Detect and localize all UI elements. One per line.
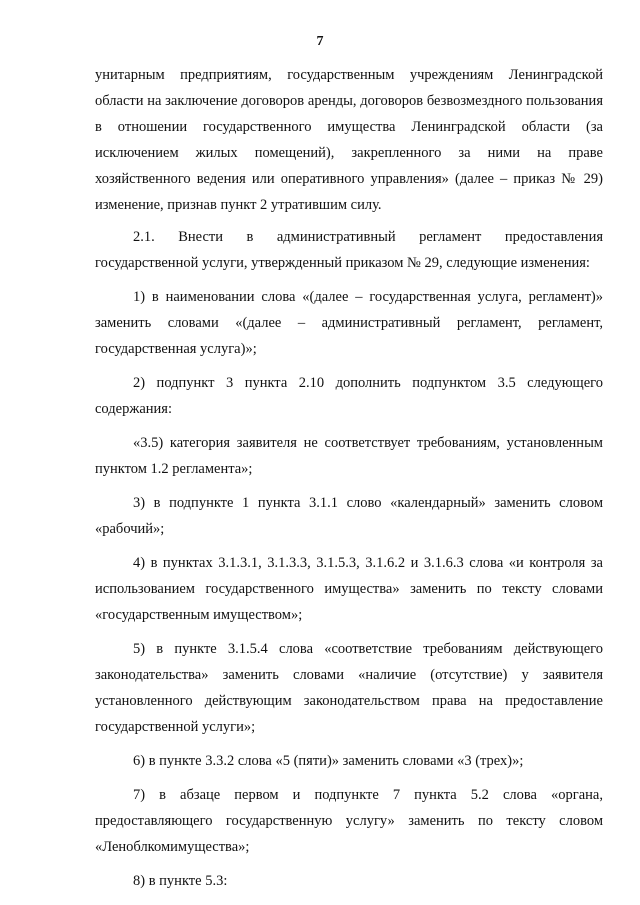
paragraph-item-7: 7) в абзаце первом и подпункте 7 пункта 5.2 слова «органа, предоставляющего государственную услугу» заменить по тексту словом «Леноблкомимущества»;: [95, 787, 603, 855]
page-number: 7: [316, 34, 324, 49]
paragraph-item-2: 2) подпункт 3 пункта 2.10 дополнить подпунктом 3.5 следующего содержания:: [95, 375, 603, 417]
paragraph-item-1: 1) в наименовании слова «(далее – государственная услуга, регламент)» заменить словами «(далее – административный регламент, регламент, государственная услуга)»;: [95, 289, 603, 357]
document-body: [95, 62, 603, 902]
paragraph-item-6: 6) в пункте 3.3.2 слова «5 (пяти)» заменить словами «3 (трех)»;: [133, 753, 524, 769]
paragraph-item-3-5: «3.5) категория заявителя не соответствует требованиям, установленным пунктом 1.2 регламента»;: [95, 435, 603, 477]
paragraph-item-5: 5) в пункте 3.1.5.4 слова «соответствие требованиям действующего законодательства» заменить словами «наличие (отсутствие) у заявителя установленного действующим законодательством права на предоставление государственной услуги»;: [95, 641, 603, 735]
paragraph-item-8: 8) в пункте 5.3:: [133, 873, 228, 889]
paragraph-continuation: унитарным предприятиям, государственным учреждениям Ленинградской области на заключение договоров аренды, договоров безвозмездного пользования в отношении государственного имущества Ленинградской области (за исключением жилых помещений), закрепленного за ними на праве хозяйственного ведения или оперативного управления» (далее – приказ № 29) изменение, признав пункт 2 утратившим силу.: [95, 67, 603, 213]
paragraph-2-1: 2.1. Внести в административный регламент предоставления государственной услуги, утвержденный приказом № 29, следующие изменения:: [95, 229, 603, 271]
paragraph-item-3: 3) в подпункте 1 пункта 3.1.1 слово «календарный» заменить словом «рабочий»;: [95, 495, 603, 537]
paragraph-item-4: 4) в пунктах 3.1.3.1, 3.1.3.3, 3.1.5.3, 3.1.6.2 и 3.1.6.3 слова «и контроля за использованием государственного имущества» заменить по тексту словами «государственным имуществом»;: [95, 555, 603, 623]
